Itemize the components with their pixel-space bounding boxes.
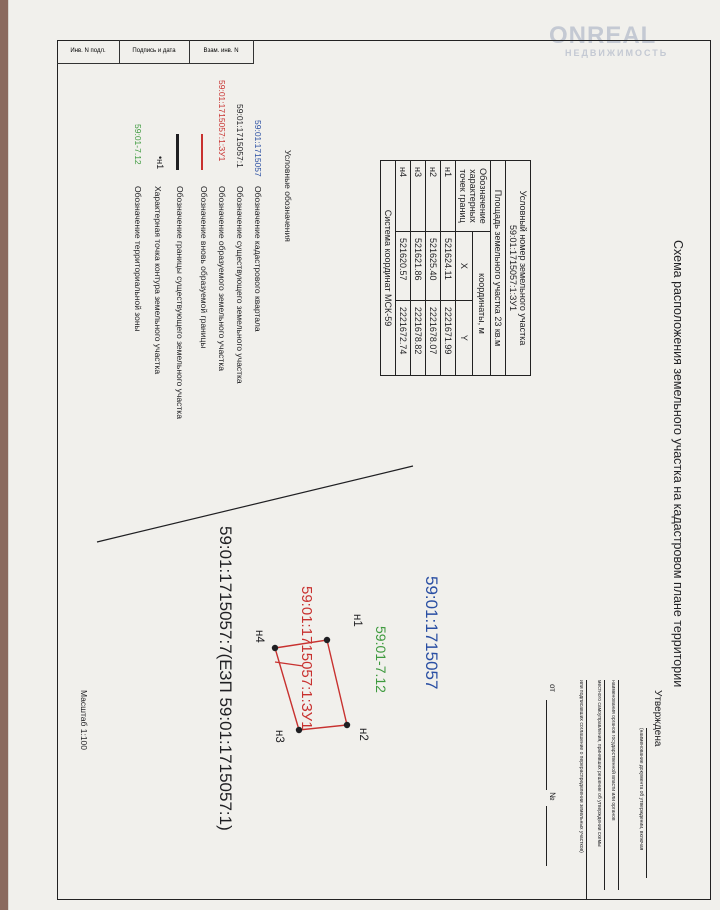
legend-text-existing-boundary: Обозначение границы существующего земельного участка bbox=[175, 186, 185, 419]
legend-symbol-quarter: 59:01:1715057 bbox=[253, 120, 263, 177]
approval-title: Утверждена bbox=[652, 690, 663, 747]
table-cell-point: н2 bbox=[426, 161, 441, 232]
table-cell-x: 521621.86 bbox=[411, 232, 426, 301]
map-point-n2: н2 bbox=[357, 728, 369, 741]
document-sheet bbox=[8, 0, 720, 910]
legend-text-point: Характерная точка контура земельного участка bbox=[153, 186, 163, 375]
legend-symbol-point: •н1 bbox=[155, 156, 165, 170]
table-cell-y: 2221678.82 bbox=[411, 300, 426, 375]
legend-text-new-boundary: Обозначение вновь образуемой границы bbox=[199, 186, 209, 349]
table-footer: Система координат МСК-59 bbox=[381, 161, 396, 376]
legend-text-existing-parcel: Обозначение существующего земельного участка bbox=[235, 186, 245, 384]
watermark-subtitle: НЕДВИЖИМОСТЬ bbox=[565, 48, 669, 58]
stamp-replacement-inv: Взам. инв. N bbox=[203, 48, 239, 54]
legend-text-new-parcel: Обозначение образуемого земельного участка bbox=[217, 186, 227, 371]
table-cell-x: 521625.40 bbox=[426, 232, 441, 301]
legend-text-zone: Обозначение территориальной зоны bbox=[133, 186, 143, 332]
table-cell-y: 2221671.99 bbox=[441, 300, 456, 375]
legend-symbol-existing-parcel: 59:01:1715057:1 bbox=[235, 104, 245, 168]
approval-line-3: местного самоуправления, принявших решение об утверждении схемы bbox=[596, 680, 605, 890]
stamp-signature-date: Подпись и дата bbox=[119, 40, 190, 63]
table-col-y: Y bbox=[456, 300, 474, 375]
map-point-n4: н4 bbox=[253, 630, 265, 643]
map-existing-parcel-label: 59:01:1715057:7(ЕЗП 59:01:1715057:1) bbox=[216, 526, 235, 831]
table-cell-y: 2221678.07 bbox=[426, 300, 441, 375]
existing-boundary-line bbox=[97, 466, 413, 542]
table-area: Площадь земельного участка 23 кв.м bbox=[491, 161, 506, 376]
scale-label: Масштаб 1:100 bbox=[79, 690, 89, 750]
approval-number-prefix: № bbox=[548, 792, 557, 801]
approval-line-1: (наименование документа об утверждении, включая bbox=[638, 728, 647, 878]
map-new-parcel-label: 59:01:1715057:1:ЗУ1 bbox=[298, 586, 315, 730]
table-col-x: X bbox=[456, 232, 474, 301]
page-title: Схема расположения земельного участка на кадастровом плане территории bbox=[671, 240, 685, 688]
map-quarter-label: 59:01:1715057 bbox=[422, 576, 441, 690]
legend-text-quarter: Обозначение кадастрового квартала bbox=[253, 186, 263, 332]
point-n1-marker bbox=[324, 637, 330, 643]
point-n2-marker bbox=[344, 722, 350, 728]
stamp-inv-number: Инв. N подл. bbox=[57, 40, 120, 63]
map-point-n3: н3 bbox=[273, 730, 285, 743]
table-cell-point: н3 bbox=[411, 161, 426, 232]
approval-date-prefix: от bbox=[548, 684, 557, 692]
table-cell-x: 521624.11 bbox=[441, 232, 456, 301]
table-header-title: Условный номер земельного участка bbox=[518, 190, 528, 346]
table-cell-x: 521620.57 bbox=[396, 232, 411, 301]
point-n4-marker bbox=[272, 645, 278, 651]
map-zone-label: 59:01-7.12 bbox=[373, 626, 389, 693]
table-parcel-number: 59:01:1715057:1:ЗУ1 bbox=[508, 224, 518, 312]
legend-symbol-zone: 59:01-7.12 bbox=[133, 124, 143, 165]
approval-line-2: наименования органов государственной власти или органов bbox=[610, 680, 619, 890]
watermark-logo: ONREAL bbox=[549, 22, 657, 49]
map-point-n1: н1 bbox=[351, 614, 363, 627]
approval-line-4: или подписавших соглашение о перераспределении земельных участков) bbox=[578, 680, 587, 900]
cadastral-map bbox=[9, 0, 720, 910]
table-cell-y: 2221672.74 bbox=[396, 300, 411, 375]
table-cell-point: н4 bbox=[396, 161, 411, 232]
table-col-point: Обозначение характерных точек границ bbox=[456, 161, 491, 232]
legend-symbol-new-parcel: 59:01:1715057:1:ЗУ1 bbox=[217, 80, 227, 162]
legend-title: Условные обозначения bbox=[283, 150, 293, 242]
table-cell-point: н1 bbox=[441, 161, 456, 232]
table-col-coords: координаты, м bbox=[473, 232, 491, 376]
